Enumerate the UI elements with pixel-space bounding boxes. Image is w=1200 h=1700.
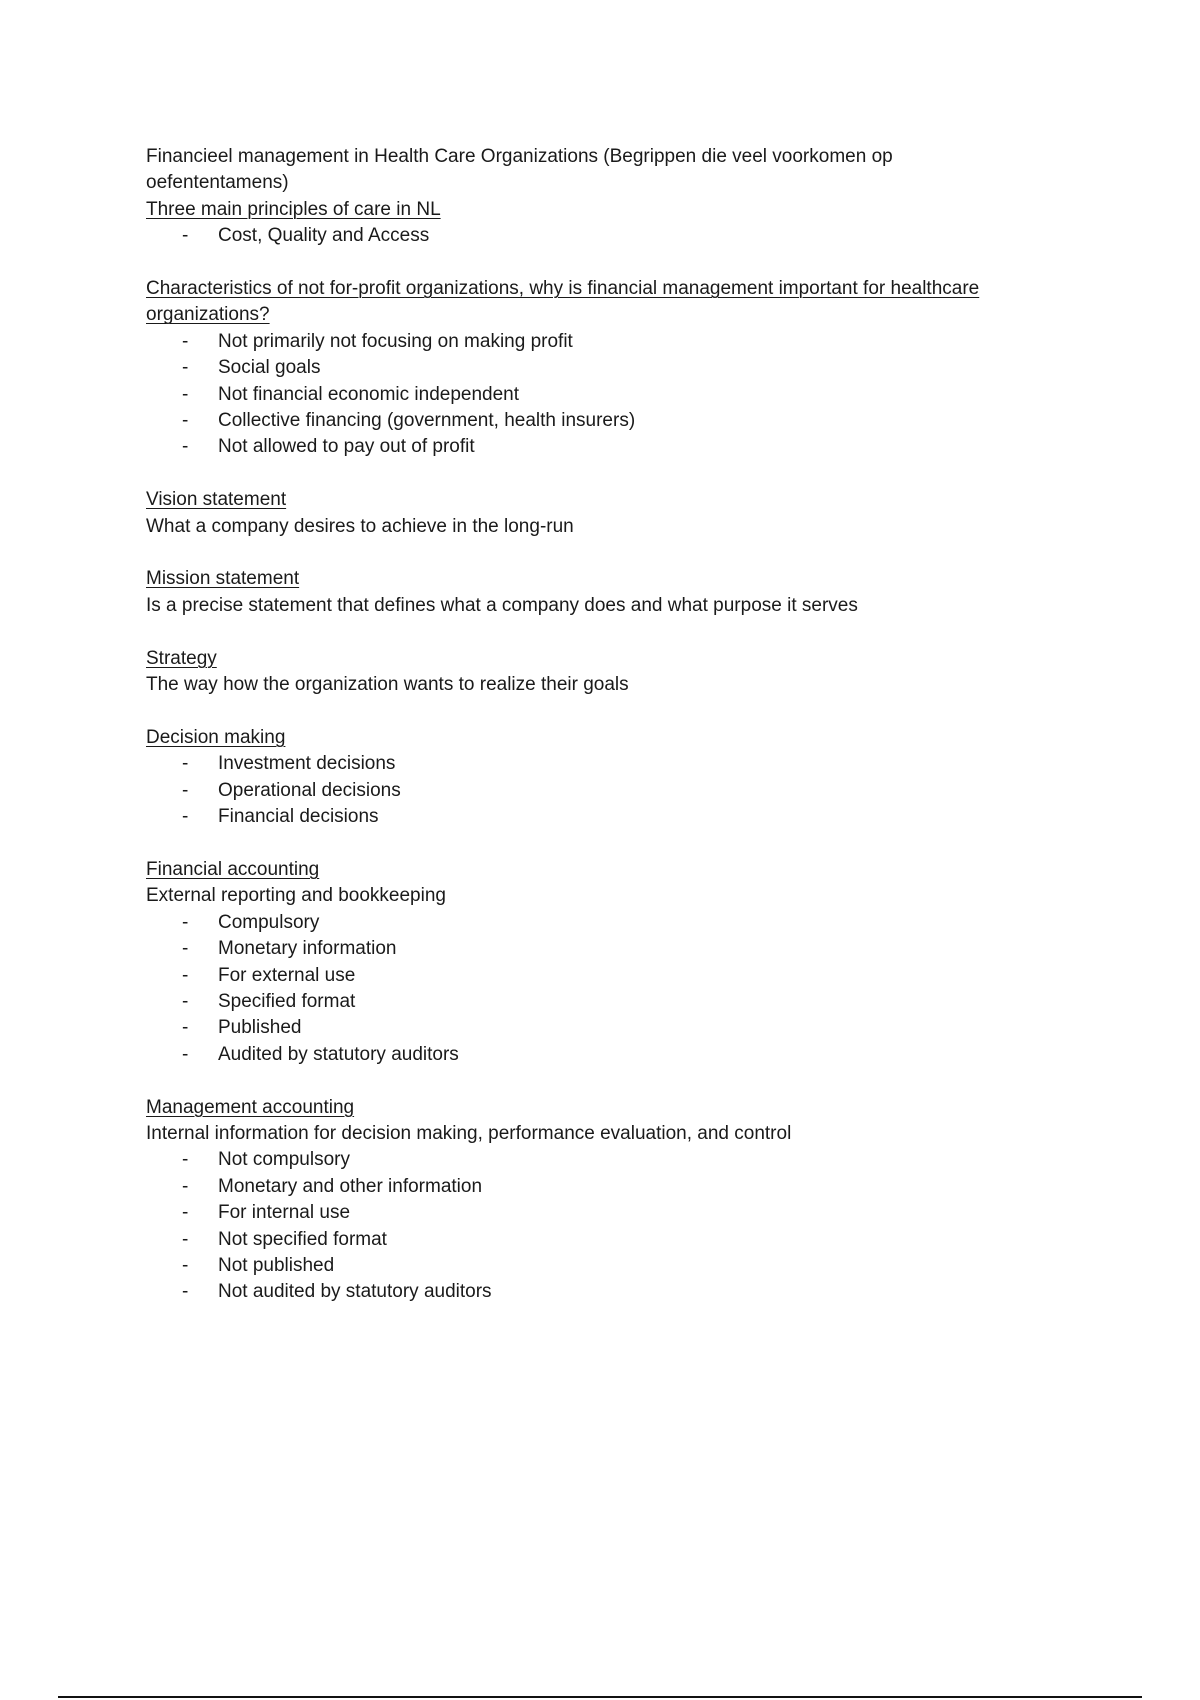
list-item: - Social goals: [146, 355, 1046, 381]
list-item: - Not financial economic independent: [146, 382, 1046, 408]
not-for-profit-heading-line-1: Characteristics of not for-profit organizations, why is financial management important for healthcare: [146, 278, 980, 300]
dash-bullet: -: [182, 1175, 189, 1197]
dash-bullet: -: [182, 779, 189, 801]
list-item: - For internal use: [146, 1200, 1046, 1226]
dash-bullet: -: [182, 383, 189, 405]
mission-heading: Mission statement: [146, 568, 300, 590]
not-for-profit-heading-line-2: organizations?: [146, 304, 270, 326]
strategy-heading: Strategy: [146, 647, 217, 669]
list-item: - Operational decisions: [146, 778, 1046, 804]
list-item: - Collective financing (government, health insurers): [146, 408, 1046, 434]
list-item: - Audited by statutory auditors: [146, 1042, 1046, 1068]
principles-heading: Three main principles of care in NL: [146, 198, 441, 220]
list-item: - Monetary and other information: [146, 1174, 1046, 1200]
dash-bullet: -: [182, 1228, 189, 1250]
document-page: [146, 144, 1046, 1306]
dash-bullet: -: [182, 1149, 189, 1171]
dash-bullet: -: [182, 964, 189, 986]
list-item: - Compulsory: [146, 910, 1046, 936]
list-item: - Not allowed to pay out of profit: [146, 434, 1046, 460]
list-item: - Cost, Quality and Access: [146, 223, 1046, 249]
list-item: - Not audited by statutory auditors: [146, 1279, 1046, 1305]
list-item: - Not specified format: [146, 1227, 1046, 1253]
dash-bullet: -: [182, 911, 189, 933]
list-item: - Not compulsory: [146, 1147, 1046, 1173]
decision-making-list: [146, 751, 1046, 830]
dash-bullet: -: [182, 1202, 189, 1224]
financial-accounting-heading: Financial accounting: [146, 858, 320, 880]
dash-bullet: -: [182, 1281, 189, 1303]
strategy-text: The way how the organization wants to realize their goals: [146, 674, 629, 696]
decision-making-heading: Decision making: [146, 726, 286, 748]
dash-bullet: -: [182, 357, 189, 379]
management-accounting-heading: Management accounting: [146, 1096, 355, 1118]
list-item: - Not published: [146, 1253, 1046, 1279]
list-item: - Specified format: [146, 989, 1046, 1015]
dash-bullet: -: [182, 753, 189, 775]
list-item: - Investment decisions: [146, 751, 1046, 777]
list-item: - Published: [146, 1015, 1046, 1041]
dash-bullet: -: [182, 1017, 189, 1039]
financial-accounting-list: [146, 910, 1046, 1068]
vision-text: What a company desires to achieve in the long-run: [146, 515, 574, 537]
not-for-profit-list: [146, 329, 1046, 461]
management-accounting-text: Internal information for decision making, performance evaluation, and control: [146, 1122, 792, 1144]
list-item: - For external use: [146, 963, 1046, 989]
dash-bullet: -: [182, 225, 189, 247]
dash-bullet: -: [182, 436, 189, 458]
dash-bullet: -: [182, 1254, 189, 1276]
vision-heading: Vision statement: [146, 489, 287, 511]
dash-bullet: -: [182, 410, 189, 432]
list-item: - Monetary information: [146, 936, 1046, 962]
dash-bullet: -: [182, 990, 189, 1012]
document-title-line-1: Financieel management in Health Care Organizations (Begrippen die veel voorkomen op: [146, 146, 893, 167]
principles-list: [146, 223, 1046, 249]
page-bottom-rule: [58, 1696, 1142, 1698]
list-item: - Not primarily not focusing on making profit: [146, 329, 1046, 355]
mission-text: Is a precise statement that defines what a company does and what purpose it serves: [146, 594, 858, 616]
dash-bullet: -: [182, 806, 189, 828]
dash-bullet: -: [182, 1043, 189, 1065]
dash-bullet: -: [182, 330, 189, 352]
list-item: - Financial decisions: [146, 804, 1046, 830]
financial-accounting-text: External reporting and bookkeeping: [146, 885, 446, 907]
document-title-line-2: oefententamens): [146, 172, 289, 194]
dash-bullet: -: [182, 938, 189, 960]
management-accounting-list: [146, 1147, 1046, 1305]
